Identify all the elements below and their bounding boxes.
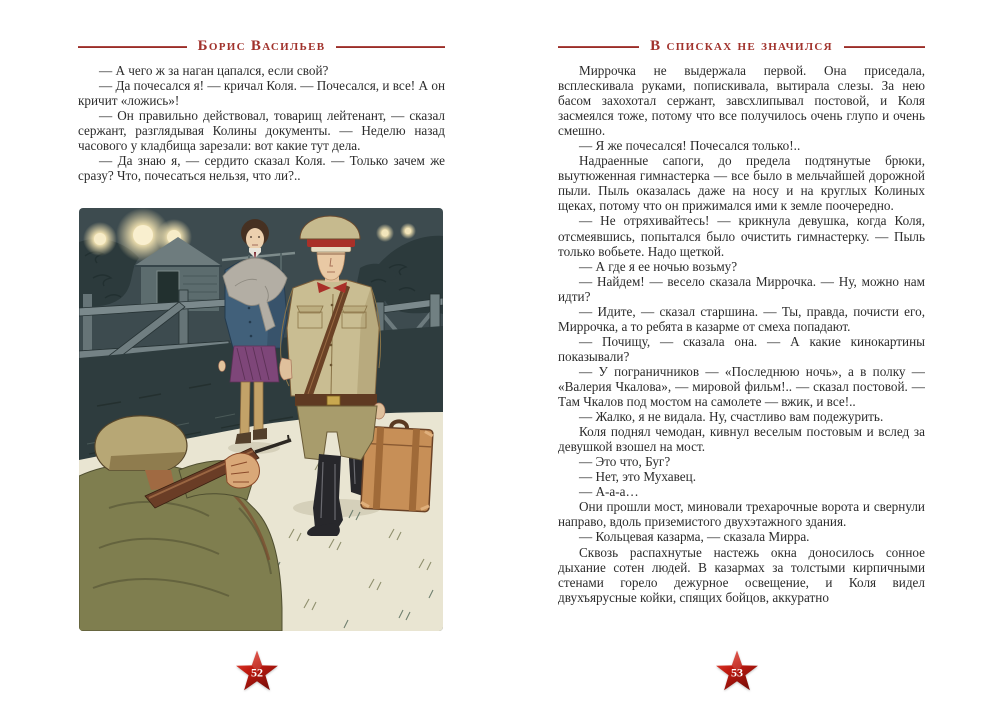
header-rule-left: [558, 46, 639, 48]
left-page-text: [78, 63, 445, 198]
paragraph: Надраенные сапоги, до предела подтянутые брюки, выутюженная гимнастерка — все было в мельчайшей дорожной пыли. Пыль оказалась даже на носу и на круглых Колиных щеках, потому что он прижимался ими к земле поочередно.: [558, 153, 925, 214]
paragraph: — Это что, Буг?: [579, 454, 671, 470]
night-scene-illustration: [79, 208, 443, 631]
header-rule-right: [336, 46, 445, 48]
right-running-head: [558, 39, 925, 54]
paragraph: — Найдем! — весело сказала Миррочка. — Ну, можно нам идти?: [558, 273, 925, 304]
page-number: 53: [731, 665, 743, 680]
paragraph: — Не отряхивайтесь! — крикнула девушка, когда Коля, отсмеявшись, попытался было очистить гимнастерку. — Пыль только вобьете. Надо щеткой.: [558, 213, 925, 259]
paragraph: — А чего ж за наган цапался, если свой?: [99, 63, 329, 78]
book-illustration: [79, 208, 443, 631]
header-rule-right: [844, 46, 925, 48]
paragraph: Миррочка не выдержала первой. Она приседала, всплескивала руками, попискивала, вытирала слезы. За нею басом захохотал сержант, завсхлипывал постовой, и Коля засмеялся тоже, потому что все получилось очень глупо и очень смешно.: [558, 63, 925, 139]
author-name: Борис Васильев: [197, 38, 326, 54]
star-icon: [234, 649, 280, 695]
paragraph: Коля поднял чемодан, кивнул веселым постовым и вслед за девушкой взошел на мост.: [558, 424, 925, 455]
star-icon: [714, 649, 760, 695]
paragraph: — Кольцевая казарма, — сказала Мирра.: [579, 529, 810, 545]
paragraph: Они прошли мост, миновали трехарочные ворота и свернули направо, вдоль приземистого двухэтажного здания.: [558, 499, 925, 530]
paragraph: — А-а-а…: [579, 484, 639, 500]
page-number: 52: [251, 665, 263, 680]
paragraph: — Идите, — сказал старшина. — Ты, правда, почисти его, Миррочка, а то ребята в казарме от смеха попадают.: [558, 303, 925, 334]
paragraph: Сквозь распахнутые настежь окна доносилось сонное дыхание сотен людей. В казармах за толстыми кирпичными стенами горело дежурное освещение, и Коля видел двухъярусные койки, спящих бойцов, аккуратно: [558, 544, 925, 605]
paragraph: — Жалко, я не видала. Ну, счастливо вам подежурить.: [579, 409, 884, 425]
paragraph: — Да знаю я, — сердито сказал Коля. — Только зачем же сразу? Что, почесаться нельзя, что ли?..: [78, 153, 445, 184]
book-title: В списках не значился: [650, 38, 833, 54]
paragraph: — У пограничников — «Последнюю ночь», а в полку — «Валерия Чкалова», — мировой фильм!.. — сказал постовой. — Там Чкалов под мостом на самолете — вжик, и все!..: [558, 363, 925, 410]
page-number-star-left: [234, 649, 280, 695]
paragraph: — Нет, это Мухавец.: [579, 469, 696, 485]
paragraph: — А где я ее ночью возьму?: [579, 258, 738, 274]
paragraph: — Почищу, — сказала она. — А какие кинокартины показывали?: [558, 333, 925, 364]
header-rule-left: [78, 46, 187, 48]
left-running-head: [78, 39, 445, 54]
right-page-text: [558, 63, 925, 631]
paragraph: — Да почесался я! — кричал Коля. — Почесался, и все! А он кричит «ложись»!: [78, 78, 445, 109]
paragraph: — Он правильно действовал, товарищ лейтенант, — сказал сержант, разглядывая Колины документы. — Неделю назад часового у кладбища зарезали: вот какие тут дела.: [78, 108, 445, 154]
paragraph: — Я же почесался! Почесался только!..: [579, 138, 801, 154]
page-number-star-right: [714, 649, 760, 695]
